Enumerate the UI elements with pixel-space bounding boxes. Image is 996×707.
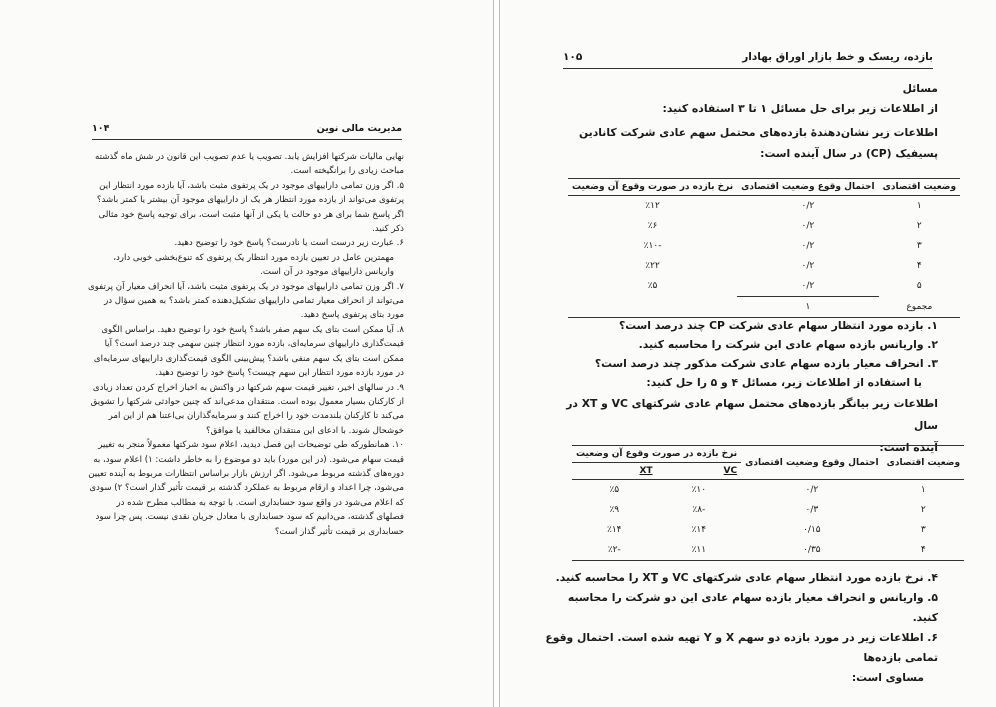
- table-row: [568, 276, 960, 297]
- state-cell: ۴: [916, 261, 922, 271]
- state-cell: ۳: [920, 525, 926, 535]
- right-page-header: [563, 48, 933, 69]
- vc-return-cell: ٪۱۱: [691, 545, 707, 555]
- prob-cell: ۰/۱۵: [803, 525, 821, 535]
- table2-subheader-vc: VC: [657, 463, 742, 480]
- return-cell: ٪۱۲: [645, 201, 660, 211]
- left-paragraph: ۵. اگر وزن تمامی داراییهای موجود در یک پرتفوی مثبت باشد، آیا بازده مورد انتظار این پرتفوی می‌تواند از بازده مورد انتظار هر یک از داراییهای موجود آن بیشتر یا کمتر باشد؟ اگر پاسخ شما برای هر دو حالت یا یکی از آنها مثبت است، برای توجیه پاسخ خود مثالی ذکر کنید.: [96, 180, 404, 235]
- question-item: ۵. واریانس و انحراف معیار بازده سهام عادی این دو شرکت را محاسبه کنید.: [567, 591, 938, 624]
- prob-cell: ۰/۲: [801, 281, 815, 291]
- return-cell: ٪۶: [647, 221, 658, 231]
- table-row: [572, 520, 964, 540]
- table1-header-state: وضعیت اقتصادی: [879, 179, 960, 196]
- questions-1-3: [540, 316, 938, 392]
- vc-xt-returns-table: [572, 445, 964, 561]
- prob-cell: ۰/۲: [801, 241, 815, 251]
- xt-return-cell: ٪۵: [609, 485, 620, 495]
- left-book-title: مدیریت مالی نوین: [316, 123, 402, 134]
- question-item: ۶. اطلاعات زیر در مورد بازده دو سهم X و Y تهیه شده است. احتمال وقوع تمامی بازده‌ها: [545, 631, 938, 664]
- desc-2-line-1: اطلاعات زیر بیانگر بازده‌های محتمل سهام عادی شرکتهای VC و XT در سال: [566, 397, 938, 432]
- vc-return-cell: ٪۱۰: [691, 485, 707, 495]
- table-row: [572, 500, 964, 520]
- left-paragraph: ۶. عبارت زیر درست است یا نادرست؟ پاسخ خود را توضیح دهید.: [174, 238, 404, 249]
- left-paragraph: ۷. اگر وزن تمامی داراییهای موجود در یک پرتفوی مثبت باشد، آیا انحراف معیار آن پرتفوی می‌تواند از انحراف معیار تمامی داراییهای تشکیل‌دهنده کمتر باشد؟ به همین سؤال در مورد بتای پرتفوی پاسخ دهید.: [87, 281, 404, 321]
- left-paragraph: نهایی مالیات شرکتها افزایش یابد. تصویب یا عدم تصویب این قانون در شش ماه گذشته مباحث زیادی را برانگیخته است.: [95, 152, 404, 177]
- table1-header-prob: احتمال وقوع وضعیت اقتصادی: [737, 179, 878, 196]
- table-row: [572, 480, 964, 501]
- table2-subheader-xt: XT: [572, 463, 657, 480]
- problem-description-1: اطلاعات زیر نشان‌دهندهٔ بازده‌های محتمل سهم عادی شرکت کانادین پسیفیک (CP) در سال آینده است:: [578, 126, 938, 160]
- prob-cell: ۰/۳۵: [803, 545, 821, 555]
- state-cell: ۴: [920, 545, 926, 555]
- table-row: [568, 216, 960, 236]
- return-cell: -٪۱۰: [643, 241, 662, 251]
- prob-cell: ۰/۲: [805, 485, 819, 495]
- state-cell: ۲: [920, 505, 926, 515]
- table-row: [568, 256, 960, 276]
- vc-return-cell: -٪۸: [692, 505, 706, 515]
- intro-1-3: از اطلاعات زیر برای حل مسائل ۱ تا ۳ استفاده کنید:: [662, 102, 938, 115]
- left-paragraph: مهمترین عامل در تعیین بازده مورد انتظار یک پرتفوی که تنوع‌بخشی خوبی دارد، واریانس داراییهای موجود در آن است.: [113, 252, 394, 278]
- left-page: [0, 0, 494, 707]
- xt-return-cell: -٪۲: [607, 545, 621, 555]
- xt-return-cell: ٪۱۴: [607, 525, 622, 535]
- prob-cell: ۰/۲: [801, 261, 815, 271]
- state-cell: ۱: [920, 485, 926, 495]
- table1-header-return: نرخ بازده در صورت وقوع آن وضعیت: [568, 179, 737, 196]
- state-cell: ۱: [916, 201, 922, 211]
- desc-2-line-2: آینده است:: [879, 441, 938, 454]
- table-row: [568, 236, 960, 256]
- left-paragraph: ۹. در سالهای اخیر، تغییر قیمت سهم شرکتها در واکنش به اخبار اخراج کردن تعداد زیادی از کارکنان بسیار معمول بوده است. منتقدان مدعی‌اند که چنین حوادثی شرکتها را تشویق می‌کند تا کارکنان بلندمدت خود را اخراج کنند و سرمایه‌گذاران بی‌اعتنا هم از این امر خوشحال شوند. با ادعای این منتقدان مخالفید یا موافق؟: [90, 382, 404, 436]
- question-6-continuation: مساوی است:: [851, 671, 924, 684]
- question-item: ۳. انحراف معیار بازده سهام عادی شرکت مذکور چند درصد است؟: [594, 357, 938, 370]
- questions-4-6: [540, 568, 938, 688]
- left-page-header: [92, 119, 402, 140]
- cp-returns-table: [568, 178, 960, 318]
- table-row: [568, 196, 960, 217]
- left-paragraph: ۱۰. همانطورکه طی توضیحات این فصل دیدید، اعلام سود شرکتها معمولاً منجر به تغییر قیمت سهام می‌شود. (در این مورد) باید دو موضوع را به خاطر داشت: ۱) اعلام سود، به دوره‌های گذشته مربوط می‌شود. اگر ارزش بازار براساس انتظارات مربوط به آینده تعیین می‌شود، چرا اعداد و ارقام مربوط به عملکرد گذشته بر قیمت تأثیر گذار است؟ ۲) سودی که اعلام می‌شود در واقع سود حسابداری است. با توجه به مطالب مطرح شده در فصلهای گذشته، می‌دانیم که سود حسابداری با معادل جریان نقدی نیست. پس چرا سود حسابداری بر قیمت تأثیر گذار است؟: [88, 440, 404, 537]
- table2-header-return: نرخ بازده در صورت وقوع آن وضعیت: [572, 446, 741, 463]
- state-cell: ۳: [916, 241, 922, 251]
- vc-return-cell: ٪۱۴: [691, 525, 707, 535]
- left-page-body: [88, 150, 404, 539]
- table-total-row: [568, 297, 960, 318]
- question-item: ۱. بازده مورد انتظار سهام عادی شرکت CP چند درصد است؟: [618, 319, 938, 332]
- return-cell: ٪۵: [647, 281, 658, 292]
- right-page-number: ۱۰۵: [563, 51, 583, 63]
- xt-return-cell: ٪۹: [609, 505, 620, 515]
- intro-4-5: با استفاده از اطلاعات زیر، مسائل ۴ و ۵ را حل کنید:: [646, 376, 922, 389]
- return-cell: ٪۲۲: [645, 261, 660, 271]
- left-page-number: ۱۰۴: [92, 123, 110, 134]
- table-row: [572, 540, 964, 561]
- table2-header-prob: احتمال وقوع وضعیت اقتصادی: [741, 446, 882, 480]
- prob-cell: ۰/۲: [801, 201, 815, 211]
- question-item: ۲. واریانس بازده سهام عادی این شرکت را محاسبه کنید.: [638, 338, 938, 351]
- question-item: ۴. نرخ بازده مورد انتظار سهام عادی شرکتهای VC و XT را محاسبه کنید.: [555, 571, 938, 584]
- section-title: مسائل: [902, 82, 938, 95]
- state-cell: ۵: [916, 281, 922, 292]
- state-cell: ۲: [916, 221, 922, 231]
- right-running-title: بازده، ریسک و خط بازار اوراق بهادار: [742, 51, 933, 63]
- table2-header-state: وضعیت اقتصادی: [883, 446, 964, 480]
- prob-cell: ۰/۲: [801, 221, 815, 231]
- prob-cell: ۰/۳: [805, 505, 819, 515]
- left-paragraph: ۸. آیا ممکن است بتای یک سهم صفر باشد؟ پاسخ خود را توضیح دهید. براساس الگوی قیمت‌گذاری داراییهای سرمایه‌ای، بازده مورد انتظار چنین سهمی چند درصد است؟ آیا ممکن است بتای یک سهم منفی باشد؟ پیش‌بینی الگوی قیمت‌گذاری داراییهای سرمایه‌ای در مورد بازده مورد انتظار این سهم چیست؟ پاسخ خود را توضیح دهید.: [93, 324, 404, 379]
- total-value: ۱: [737, 297, 878, 318]
- total-label: مجموع: [906, 301, 933, 312]
